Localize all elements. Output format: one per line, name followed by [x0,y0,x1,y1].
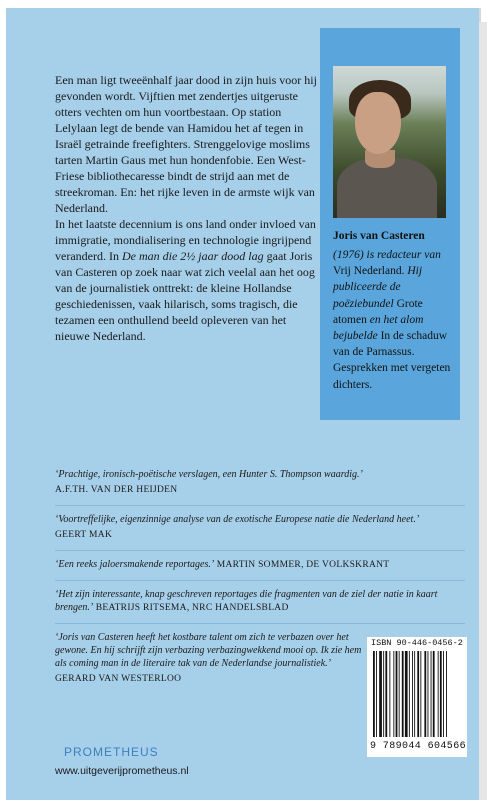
review-quote: ‘Een reeks jaloersmakende reportages.’ MARTIN SOMMER, DE VOLKSKRANT [55,559,390,570]
publisher-logo: PROMETHEUS [64,745,159,759]
review-quote: ‘Voortreffelijke, eigenzinnige analyse van de exotische Europese natie die Nederland heet.’ GEERT MAK [55,513,475,542]
divider [55,550,465,551]
review-quote: ‘Prachtige, ironisch-poëtische verslagen, een Hunter S. Thompson waardig.’ A.F.TH. VAN DER HEIJDEN [55,468,475,497]
barcode-number: 9 789044 604566 [370,741,467,752]
quote-attribution: GEERT MAK [55,530,113,540]
book-title: De man die 2½ jaar dood lag [121,249,264,263]
quote-source: DE VOLKSKRANT [306,560,390,570]
divider [55,505,465,506]
blurb-paragraph-1: Een man ligt tweeënhalf jaar dood in zijn huis voor hij gevonden wordt. Vijftien met zendertjes uitgeruste otters vechten om hun voortbestaan. Op station Lelylaan legt de bende van Hamidou het af tegen in Israël getrainde freefighters. Strenggelovige moslims tarten Martin Gaus met hun hondenfobie. Een West-Friese bibliothecaresse bindt de strijd aan met de streekroman. En: het rijke leven in de armste wijk van Nederland. [55,73,317,215]
blurb-text [55,72,317,344]
author-bio: (1976) is redacteur van Vrij Nederland. Hij publiceerde de poëziebundel Grote atomen en het alom bejubelde In de schaduw van de Parnassus. Gesprekken met vergeten dichters. [333,249,451,391]
quote-attribution: BEATRIJS RITSEMA, [95,603,190,613]
quote-attribution: A.F.TH. VAN DER HEIJDEN [55,485,178,495]
divider [55,580,465,581]
author-photo [333,66,446,218]
review-quote: ‘Joris van Casteren heeft het kostbare talent om zich te verbazen over het gewone. En hij schrijft zijn verbazing verbazingwekkend mooi op. Ik zie hem als coming man in de literaire tak van de Nederlandse journalistiek.’ GERARD VAN WESTERLOO [55,631,365,686]
author-name: Joris van Casteren [333,230,425,242]
page-edge [479,22,487,800]
quote-attribution: GERARD VAN WESTERLOO [55,674,182,684]
blurb-paragraph-2: In het laatste decennium is ons land onder invloed van immigratie, mondialisering en technologie ingrijpend veranderd. In De man die 2½ jaar dood lag gaat Joris van Casteren op zoek naar wat zich veelal aan het oog van de journalistiek onttrekt: de kleine Hollandse geschiedenissen, vaak hilarisch, soms tragisch, die tezamen een onthullend beeld opleveren van het nieuwe Nederland. [55,217,316,343]
review-quote: ‘Het zijn interessante, knap geschreven reportages die fragmenten van de ziel der natie in kaart brengen.’ BEATRIJS RITSEMA, NRC HANDELSBLAD [55,589,438,613]
quote-source: NRC HANDELSBLAD [192,603,289,613]
quote-attribution: MARTIN SOMMER, [216,560,304,570]
isbn-label: ISBN 90-446-0456-2 [371,638,463,648]
publisher-url: www.uitgeverijprometheus.nl [55,765,189,777]
divider [55,623,465,624]
barcode [373,651,461,737]
